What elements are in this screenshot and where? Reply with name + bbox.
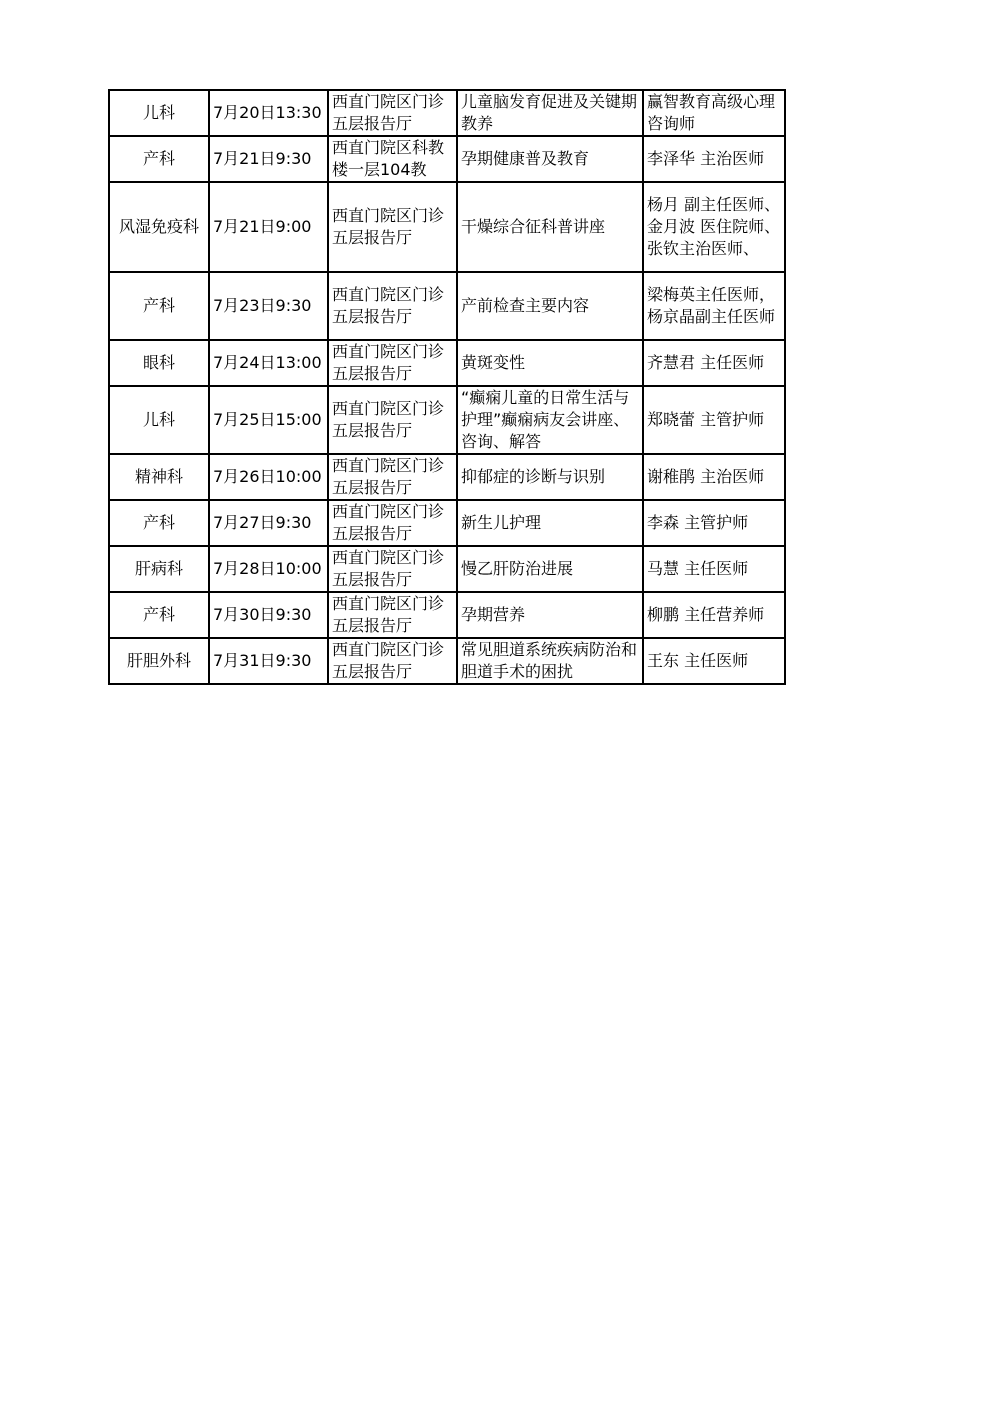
department-cell xyxy=(109,386,209,454)
table-row xyxy=(109,182,785,272)
department-cell xyxy=(109,136,209,182)
department-cell xyxy=(109,638,209,684)
location-text: 西直门院区门诊五层报告厅 xyxy=(332,640,445,681)
topic-cell xyxy=(457,546,643,592)
department-text: 肝胆外科 xyxy=(126,651,191,670)
location-cell xyxy=(328,638,457,684)
topic-text: 新生儿护理 xyxy=(461,513,542,532)
location-cell xyxy=(328,136,457,182)
location-text: 西直门院区门诊五层报告厅 xyxy=(332,548,445,589)
time-cell xyxy=(209,592,328,638)
department-cell xyxy=(109,90,209,136)
speaker-cell xyxy=(643,592,785,638)
department-cell xyxy=(109,500,209,546)
topic-text: 常见胆道系统疾病防治和胆道手术的困扰 xyxy=(461,640,638,681)
location-cell xyxy=(328,592,457,638)
time-text: 7月21日9:30 xyxy=(213,149,312,168)
location-cell xyxy=(328,546,457,592)
speaker-cell xyxy=(643,500,785,546)
topic-cell xyxy=(457,340,643,386)
department-text: 产科 xyxy=(142,513,175,532)
location-cell xyxy=(328,500,457,546)
location-text: 西直门院区门诊五层报告厅 xyxy=(332,456,445,497)
speaker-text: 梁梅英主任医师，杨京晶副主任医师 xyxy=(647,285,776,326)
time-cell xyxy=(209,90,328,136)
speaker-text: 齐慧君 主任医师 xyxy=(647,353,765,372)
speaker-cell xyxy=(643,454,785,500)
time-cell xyxy=(209,454,328,500)
location-cell xyxy=(328,182,457,272)
time-text: 7月24日13:00 xyxy=(213,353,322,372)
department-cell xyxy=(109,546,209,592)
topic-text: 孕期营养 xyxy=(461,605,526,624)
topic-cell xyxy=(457,90,643,136)
topic-text: 黄斑变性 xyxy=(461,353,526,372)
topic-text: 产前检查主要内容 xyxy=(461,296,590,315)
department-text: 肝病科 xyxy=(134,559,183,578)
topic-cell xyxy=(457,182,643,272)
location-text: 西直门院区门诊五层报告厅 xyxy=(332,594,445,635)
department-text: 儿科 xyxy=(142,103,175,122)
speaker-text: 王东 主任医师 xyxy=(647,651,749,670)
location-cell xyxy=(328,340,457,386)
lecture-schedule-table xyxy=(108,89,786,685)
table-row xyxy=(109,638,785,684)
topic-cell xyxy=(457,638,643,684)
department-text: 产科 xyxy=(142,149,175,168)
location-cell xyxy=(328,90,457,136)
time-text: 7月31日9:30 xyxy=(213,651,312,670)
department-cell xyxy=(109,272,209,340)
department-cell xyxy=(109,182,209,272)
table-row xyxy=(109,136,785,182)
speaker-cell xyxy=(643,90,785,136)
speaker-text: 柳鹏 主任营养师 xyxy=(647,605,765,624)
speaker-text: 谢稚鹃 主治医师 xyxy=(647,467,765,486)
speaker-cell xyxy=(643,272,785,340)
location-text: 西直门院区科教楼一层104教 xyxy=(332,138,445,179)
location-text: 西直门院区门诊五层报告厅 xyxy=(332,285,445,326)
time-text: 7月28日10:00 xyxy=(213,559,322,578)
table-row xyxy=(109,546,785,592)
speaker-cell xyxy=(643,546,785,592)
location-text: 西直门院区门诊五层报告厅 xyxy=(332,502,445,543)
table-row xyxy=(109,592,785,638)
topic-cell xyxy=(457,136,643,182)
time-cell xyxy=(209,500,328,546)
department-text: 产科 xyxy=(142,296,175,315)
location-text: 西直门院区门诊五层报告厅 xyxy=(332,206,445,247)
time-cell xyxy=(209,546,328,592)
topic-text: 抑郁症的诊断与识别 xyxy=(461,467,606,486)
department-cell xyxy=(109,454,209,500)
time-text: 7月23日9:30 xyxy=(213,296,312,315)
topic-text: 干燥综合征科普讲座 xyxy=(461,217,606,236)
department-cell xyxy=(109,340,209,386)
schedule-rows xyxy=(109,90,785,684)
time-cell xyxy=(209,386,328,454)
speaker-cell xyxy=(643,386,785,454)
topic-cell xyxy=(457,386,643,454)
table-row xyxy=(109,500,785,546)
speaker-text: 马慧 主任医师 xyxy=(647,559,749,578)
speaker-text: 李泽华 主治医师 xyxy=(647,149,765,168)
topic-cell xyxy=(457,592,643,638)
table-row xyxy=(109,340,785,386)
topic-text: 儿童脑发育促进及关键期教养 xyxy=(461,92,638,133)
topic-text: “癫痫儿童的日常生活与护理”癫痫病友会讲座、咨询、解答 xyxy=(461,388,630,451)
time-cell xyxy=(209,340,328,386)
time-text: 7月26日10:00 xyxy=(213,467,322,486)
table-row xyxy=(109,90,785,136)
time-text: 7月27日9:30 xyxy=(213,513,312,532)
department-text: 精神科 xyxy=(134,467,183,486)
time-text: 7月20日13:30 xyxy=(213,103,322,122)
location-cell xyxy=(328,272,457,340)
location-text: 西直门院区门诊五层报告厅 xyxy=(332,92,445,133)
topic-cell xyxy=(457,500,643,546)
topic-text: 孕期健康普及教育 xyxy=(461,149,590,168)
department-text: 眼科 xyxy=(142,353,175,372)
time-cell xyxy=(209,182,328,272)
speaker-text: 赢智教育高级心理咨询师 xyxy=(647,92,776,133)
topic-text: 慢乙肝防治进展 xyxy=(461,559,574,578)
time-text: 7月25日15:00 xyxy=(213,410,322,429)
topic-cell xyxy=(457,454,643,500)
department-text: 产科 xyxy=(142,605,175,624)
time-text: 7月30日9:30 xyxy=(213,605,312,624)
location-text: 西直门院区门诊五层报告厅 xyxy=(332,399,445,440)
speaker-text: 杨月 副主任医师、金月波 医住院师、张钦主治医师、 xyxy=(647,195,781,258)
department-text: 儿科 xyxy=(142,410,175,429)
time-cell xyxy=(209,272,328,340)
speaker-cell xyxy=(643,182,785,272)
table-row xyxy=(109,272,785,340)
speaker-cell xyxy=(643,638,785,684)
department-cell xyxy=(109,592,209,638)
time-text: 7月21日9:00 xyxy=(213,217,312,236)
time-cell xyxy=(209,638,328,684)
department-text: 风湿免疫科 xyxy=(118,217,199,236)
location-cell xyxy=(328,454,457,500)
speaker-text: 郑晓蕾 主管护师 xyxy=(647,410,765,429)
speaker-cell xyxy=(643,136,785,182)
time-cell xyxy=(209,136,328,182)
location-cell xyxy=(328,386,457,454)
table-row xyxy=(109,386,785,454)
topic-cell xyxy=(457,272,643,340)
speaker-text: 李森 主管护师 xyxy=(647,513,749,532)
speaker-cell xyxy=(643,340,785,386)
table-row xyxy=(109,454,785,500)
location-text: 西直门院区门诊五层报告厅 xyxy=(332,342,445,383)
